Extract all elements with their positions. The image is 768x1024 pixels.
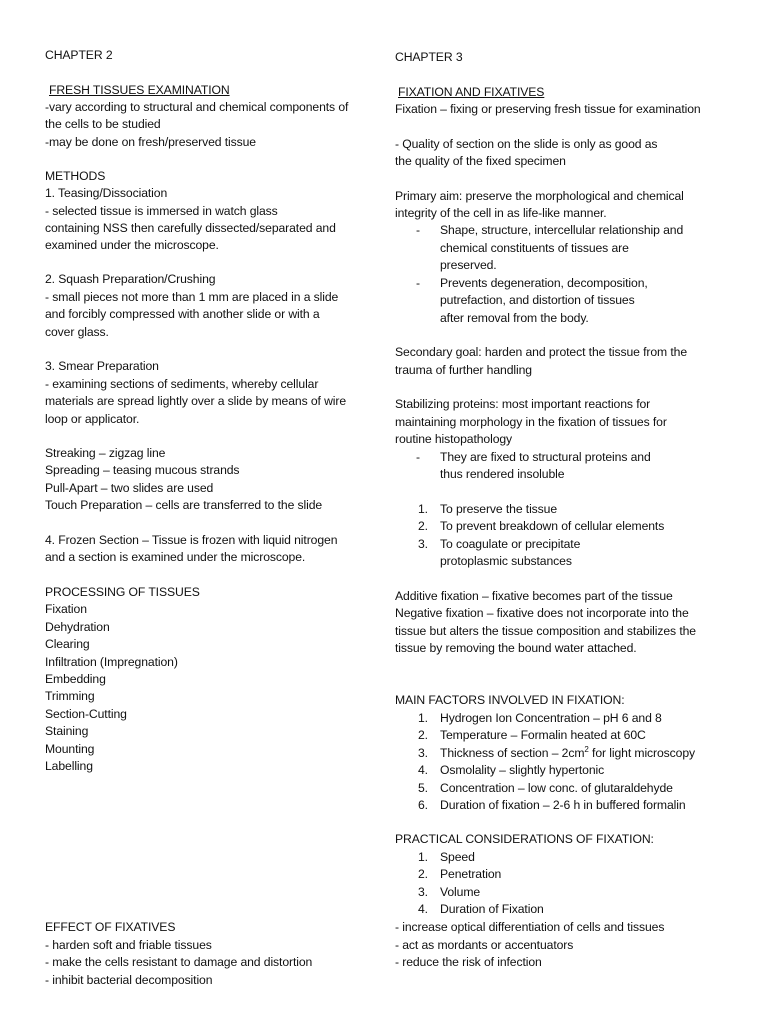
effect-item: - inhibit bacterial decomposition — [45, 973, 213, 987]
method-text: and forcibly compressed with another slide or with a — [45, 307, 320, 321]
chapter-2-heading: CHAPTER 2 — [45, 48, 113, 62]
fixation-definition: Fixation – fixing or preserving fresh tissue for examination — [395, 102, 701, 116]
practical-note: - increase optical differentiation of cells and tissues — [395, 920, 665, 934]
purpose-item: To preserve the tissue — [440, 502, 558, 516]
purpose-item: To coagulate or precipitate — [440, 537, 581, 551]
primary-aim: Primary aim: preserve the morphological and chemical — [395, 189, 684, 203]
method-squash: 2. Squash Preparation/Crushing — [45, 272, 216, 286]
method-text: cover glass. — [45, 325, 109, 339]
processing-step: Fixation — [45, 602, 87, 616]
processing-step: Embedding — [45, 672, 106, 686]
smear-type: Streaking – zigzag line — [45, 446, 166, 460]
list-number: 5. — [418, 781, 428, 795]
factor-item: Hydrogen Ion Concentration – pH 6 and 8 — [440, 711, 662, 725]
practical-item: Duration of Fixation — [440, 902, 544, 916]
list-number: 6. — [418, 798, 428, 812]
negative-fixation: tissue but alters the tissue composition and stabilizes the — [395, 624, 696, 638]
purpose-item: To prevent breakdown of cellular elements — [440, 519, 665, 533]
method-text: examined under the microscope. — [45, 238, 219, 252]
factor-item: Osmolality – slightly hypertonic — [440, 763, 605, 777]
bullet-text: chemical constituents of tissues are — [440, 241, 629, 255]
negative-fixation: Negative fixation – fixative does not incorporate into the — [395, 606, 689, 620]
intro-line: the cells to be studied — [45, 117, 161, 131]
bullet-text: after removal from the body. — [440, 311, 589, 325]
smear-type: Touch Preparation – cells are transferred to the slide — [45, 498, 323, 512]
practical-note: - act as mordants or accentuators — [395, 938, 574, 952]
bullet-dash: - — [416, 450, 420, 464]
processing-step: Labelling — [45, 759, 93, 773]
method-text: - small pieces not more than 1 mm are placed in a slide — [45, 290, 339, 304]
bullet-text: putrefaction, and distortion of tissues — [440, 293, 635, 307]
processing-heading: PROCESSING OF TISSUES — [45, 585, 200, 599]
bullet-text: preserved. — [440, 258, 497, 272]
factors-heading: MAIN FACTORS INVOLVED IN FIXATION: — [395, 693, 625, 707]
processing-step: Infiltration (Impregnation) — [45, 655, 178, 669]
processing-step: Mounting — [45, 742, 95, 756]
factor-text: Thickness of section – 2cm — [440, 746, 585, 760]
quality-text: - Quality of section on the slide is only as good as — [395, 137, 658, 151]
bullet-text: Shape, structure, intercellular relationship and — [440, 223, 684, 237]
bullet-text: Prevents degeneration, decomposition, — [440, 276, 648, 290]
quality-text: the quality of the fixed specimen — [395, 154, 566, 168]
practical-item: Penetration — [440, 867, 502, 881]
factor-item: Duration of fixation – 2-6 h in buffered formalin — [440, 798, 686, 812]
list-number: 4. — [418, 902, 428, 916]
practical-note: - reduce the risk of infection — [395, 955, 542, 969]
method-text: - selected tissue is immersed in watch glass — [45, 204, 278, 218]
method-text: - examining sections of sediments, whereby cellular — [45, 377, 319, 391]
method-text: and a section is examined under the microscope. — [45, 550, 306, 564]
bullet-text: They are fixed to structural proteins and — [440, 450, 651, 464]
factor-item: Temperature – Formalin heated at 60C — [440, 728, 646, 742]
stabilizing-proteins: routine histopathology — [395, 432, 513, 446]
factor-item: Concentration – low conc. of glutaraldehyde — [440, 781, 673, 795]
list-number: 2. — [418, 867, 428, 881]
smear-type: Pull-Apart – two slides are used — [45, 481, 214, 495]
smear-type: Spreading – teasing mucous strands — [45, 463, 240, 477]
processing-step: Clearing — [45, 637, 90, 651]
method-frozen: 4. Frozen Section – Tissue is frozen with liquid nitrogen — [45, 533, 338, 547]
negative-fixation: tissue by removing the bound water attached. — [395, 641, 637, 655]
superscript: 2 — [584, 744, 589, 754]
list-number: 1. — [418, 502, 428, 516]
factor-item — [440, 745, 695, 762]
purpose-item: protoplasmic substances — [440, 554, 572, 568]
intro-line: -may be done on fresh/preserved tissue — [45, 135, 256, 149]
effect-item: - make the cells resistant to damage and distortion — [45, 955, 313, 969]
list-number: 3. — [418, 537, 428, 551]
list-number: 1. — [418, 711, 428, 725]
fresh-tissues-title: FRESH TISSUES EXAMINATION — [49, 83, 230, 97]
method-smear: 3. Smear Preparation — [45, 359, 159, 373]
list-number: 3. — [418, 746, 428, 760]
practical-item: Volume — [440, 885, 481, 899]
list-number: 2. — [418, 519, 428, 533]
factor-text: for light microscopy — [588, 746, 696, 760]
primary-aim: integrity of the cell in as life-like manner. — [395, 206, 607, 220]
bullet-dash: - — [416, 223, 420, 237]
bullet-text: thus rendered insoluble — [440, 467, 565, 481]
list-number: 2. — [418, 728, 428, 742]
processing-step: Trimming — [45, 689, 95, 703]
effect-heading: EFFECT OF FIXATIVES — [45, 920, 176, 934]
additive-fixation: Additive fixation – fixative becomes part of the tissue — [395, 589, 673, 603]
intro-line: -vary according to structural and chemical components of — [45, 100, 349, 114]
bullet-dash: - — [416, 276, 420, 290]
method-teasing: 1. Teasing/Dissociation — [45, 186, 168, 200]
chapter-3-heading: CHAPTER 3 — [395, 50, 463, 64]
secondary-goal: Secondary goal: harden and protect the tissue from the — [395, 345, 688, 359]
stabilizing-proteins: maintaining morphology in the fixation of tissues for — [395, 415, 667, 429]
method-text: containing NSS then carefully dissected/separated and — [45, 221, 336, 235]
stabilizing-proteins: Stabilizing proteins: most important reactions for — [395, 397, 651, 411]
fixation-title: FIXATION AND FIXATIVES — [398, 85, 545, 99]
processing-step: Staining — [45, 724, 89, 738]
processing-step: Section-Cutting — [45, 707, 127, 721]
method-text: materials are spread lightly over a slide by means of wire — [45, 394, 347, 408]
methods-heading: METHODS — [45, 169, 106, 183]
list-number: 4. — [418, 763, 428, 777]
practical-item: Speed — [440, 850, 475, 864]
effect-item: - harden soft and friable tissues — [45, 938, 212, 952]
list-number: 3. — [418, 885, 428, 899]
practical-heading: PRACTICAL CONSIDERATIONS OF FIXATION: — [395, 832, 654, 846]
method-text: loop or applicator. — [45, 412, 140, 426]
processing-step: Dehydration — [45, 620, 110, 634]
secondary-goal: trauma of further handling — [395, 363, 532, 377]
list-number: 1. — [418, 850, 428, 864]
